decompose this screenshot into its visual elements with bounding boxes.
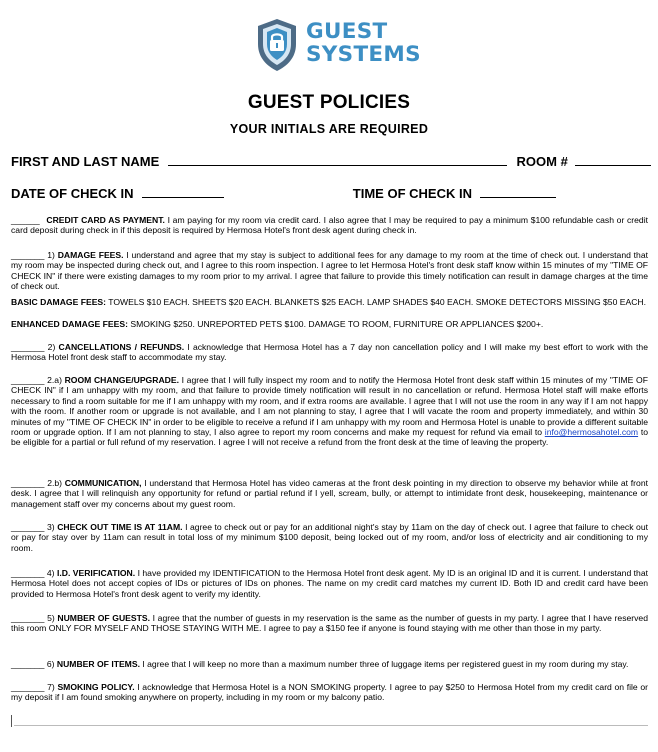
policy-cancellations: _______ 2) CANCELLATIONS / REFUNDS. I acknowledge that Hermosa Hotel has a 7 day non cancellation policy and I will make my best effort to work with the Hermosa Hotel front desk staff to accommodate my stay. <box>11 342 648 363</box>
basic-damage-fees: BASIC DAMAGE FEES: TOWELS $10 EACH. SHEETS $20 EACH. BLANKETS $25 EACH. LAMP SHADES $40 EACH. SMOKE DETECTORS MISSING $50 EACH. <box>11 297 647 307</box>
initial-blank[interactable]: _______ <box>11 682 45 692</box>
initial-blank[interactable]: ______ <box>11 215 40 225</box>
checkin-time-field[interactable] <box>480 186 556 198</box>
policy-heading: CHECK OUT TIME IS AT 11AM. <box>57 522 183 532</box>
name-label: FIRST AND LAST NAME <box>11 154 160 169</box>
initial-blank[interactable]: _______ <box>11 375 45 385</box>
policy-smoking: _______ 7) SMOKING POLICY. I acknowledge that Hermosa Hotel is a NON SMOKING property. I agree to pay $250 to Hermosa Hotel from my credit card on file or my deposit if I am found smoking anywhere on property, including in my room or my balcony patio. <box>11 682 649 703</box>
checkin-time-label: TIME OF CHECK IN <box>352 186 472 201</box>
page-bottom-divider <box>14 725 648 726</box>
name-field[interactable] <box>168 154 507 166</box>
policy-heading: CANCELLATIONS / REFUNDS. <box>58 342 185 352</box>
policy-check-out: _______ 3) CHECK OUT TIME IS AT 11AM. I agree to check out or pay for an additional night's stay by 11am on the day of check out. I agree that failure to check out or pay for stay over by 11am can result in total loss of my minimum $100 deposit, being locked out of my room, and/or loss of electricity and air conditioning to my room. <box>11 522 649 553</box>
policy-heading: I.D. VERIFICATION. <box>56 568 136 578</box>
policy-credit-card: ______ CREDIT CARD AS PAYMENT. I am paying for my room via credit card. I also agree that I may be required to pay a minimum $100 refundable cash or credit card deposit during check in if this deposit is required by Hermosa Hotel's front desk agent during check in. <box>11 215 649 236</box>
policy-heading: ROOM CHANGE/UPGRADE. <box>64 375 179 385</box>
guest-systems-logo <box>256 14 421 76</box>
checkin-date-field[interactable] <box>142 186 224 198</box>
enhanced-damage-fees: ENHANCED DAMAGE FEES: SMOKING $250. UNREPORTED PETS $100. DAMAGE TO ROOM, FURNITURE OR APPLIANCES $200+. <box>11 319 544 329</box>
initial-blank[interactable]: _______ <box>11 478 45 488</box>
text-cursor <box>11 715 12 727</box>
initial-blank[interactable]: _______ <box>11 568 45 578</box>
checkin-date-label: DATE OF CHECK IN <box>11 186 134 201</box>
room-field[interactable] <box>575 154 651 166</box>
policy-id-verification: _______ 4) I.D. VERIFICATION. I have provided my IDENTIFICATION to the Hermosa Hotel front desk agent. My ID is an original ID and it is current. I understand that Hermosa Hotel does not accept copies of IDs or pictures of IDs on phones. The name on my credit card matches my current ID. Both ID and credit card have been provided to Hermosa Hotel's front desk agent to verify my identity. <box>11 568 648 599</box>
initial-blank[interactable]: _______ <box>11 522 45 532</box>
policy-heading: COMMUNICATION, <box>64 478 142 488</box>
initial-blank[interactable]: _______ <box>11 250 45 260</box>
initial-blank[interactable]: _______ <box>11 613 45 623</box>
initial-blank[interactable]: _______ <box>11 342 45 352</box>
shield-lock-icon <box>256 18 298 72</box>
policy-heading: NUMBER OF GUESTS. <box>57 613 151 623</box>
policy-heading: ENHANCED DAMAGE FEES: <box>11 319 128 329</box>
checkin-row <box>11 186 651 201</box>
room-label: ROOM # <box>516 154 568 169</box>
policy-heading: NUMBER OF ITEMS. <box>56 659 140 669</box>
logo-text: GUEST SYSTEMS <box>306 19 421 67</box>
policy-number-of-guests: _______ 5) NUMBER OF GUESTS. I agree that the number of guests in my reservation is the same as the number of guests in my party. I agree that I have reserved this room ONLY FOR MYSELF AND THOSE STAYING WITH ME. I agree to pay a $150 fee if anyone is found staying with me other than those in my party. <box>11 613 648 634</box>
policy-room-change: _______ 2.a) ROOM CHANGE/UPGRADE. I agree that I will fully inspect my room and to notify the Hermosa Hotel front desk staff within 15 minutes of my "TIME OF CHECK IN" if I am unhappy with my room, and that failure to provide timely notification will result in no cancellation or refund. Hermosa Hotel staff will make efforts necessary to find a room suitable for me if I am unhappy with my room, and if extra rooms are available. I agree that I will not use the room in any way if I am not happy with the room. If another room or upgrade is not available, and I am not planning to stay, I agree that I will vacate the room and property immediately, and within 30 minutes of my "TIME OF CHECK IN" in order to be eligible to receive a refund if I am unhappy with my room and Hermosa Hotel is unable to provide a different suitable room or upgrade option. If I am not planning to stay, I also agree to report my room concerns and make my request for refund via email to info@hermosahotel.com to be eligible for a partial or full refund of my reservation. I agree I will not receive a refund from the front desk at the time of leaving the property. <box>11 375 648 448</box>
page-title: GUEST POLICIES <box>247 92 411 113</box>
name-room-row <box>11 154 651 169</box>
refund-email-link[interactable]: info@hermosahotel.com <box>544 427 639 438</box>
policy-number-of-items: _______ 6) NUMBER OF ITEMS. I agree that I will keep no more than a maximum number three of luggage items per registered guest in my room during my stay. <box>11 659 629 669</box>
policy-heading: DAMAGE FEES. <box>57 250 124 260</box>
policy-damage-fees: _______ 1) DAMAGE FEES. I understand and agree that my stay is subject to additional fees for any damage to my room at the time of check out. I understand that my room may be inspected during check out, and I agree to this room inspection. I agree to let Hermosa Hotel's front desk staff know within 15 minutes of my "TIME OF CHECK IN" if there were existing damages to my room prior to my arrival. I agree that failure to provide this timely notification can result in damage charges at the time of check out. <box>11 250 648 292</box>
policy-heading: BASIC DAMAGE FEES: <box>11 297 107 307</box>
page-subtitle: YOUR INITIALS ARE REQUIRED <box>229 122 429 136</box>
policy-communication: _______ 2.b) COMMUNICATION, I understand that Hermosa Hotel has video cameras at the front desk pointing in my direction to observe my behavior while at front desk. I agree that I will relinquish any opportunity for refund or partial refund if I yell, scream, bully, or attempt to intimidate front desk, housekeeping, maintenance or management staff over my concerns about my guest room. <box>11 478 648 509</box>
policy-heading: SMOKING POLICY. <box>57 682 135 692</box>
policy-heading: CREDIT CARD AS PAYMENT. <box>46 215 165 225</box>
initial-blank[interactable]: _______ <box>11 659 45 669</box>
